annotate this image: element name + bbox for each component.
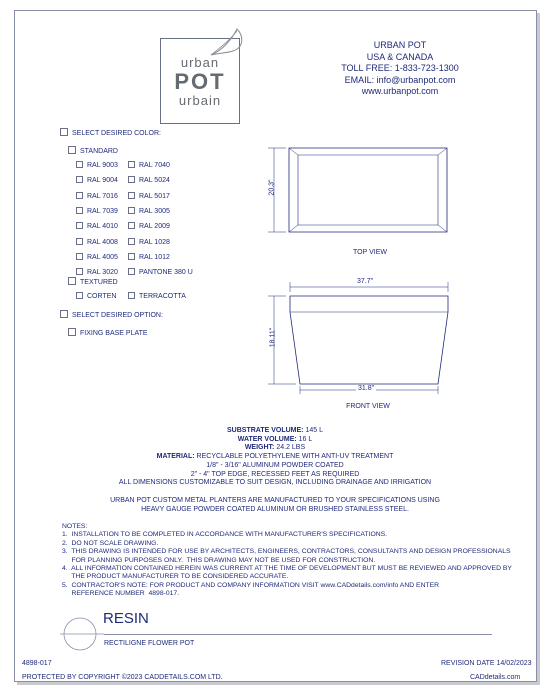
leaf-icon — [207, 25, 253, 57]
option-heading: SELECT DESIRED OPTION: — [60, 310, 163, 319]
top-view-height-label: 20.3" — [268, 179, 276, 196]
color-label: RAL 1028 — [139, 238, 170, 246]
note-line: FOR PLANNING PURPOSES ONLY. THIS DRAWING MAY NOT BE USED FOR CONSTRUCTION. — [62, 556, 376, 564]
note-line: 1. INSTALLATION TO BE COMPLETED IN ACCORDANCE WITH MANUFACTURER'S SPECIFICATIONS. — [62, 531, 388, 539]
color-label: RAL 3005 — [139, 207, 170, 215]
color-option-ral-1028 — [128, 238, 170, 246]
spec-aluminum: 1/8" - 3/16" ALUMINUM POWDER COATED — [206, 461, 344, 469]
spec-customizable: ALL DIMENSIONS CUSTOMIZABLE TO SUIT DESIGN, INCLUDING DRAINAGE AND IRRIGATION — [118, 479, 432, 487]
reference-number: 4898-017 — [22, 660, 52, 667]
color-label: RAL 7040 — [139, 162, 170, 169]
standard-option: STANDARD — [68, 146, 118, 155]
color-option-pantone-380-u — [128, 268, 193, 276]
color-checkbox[interactable] — [76, 268, 83, 275]
water-volume: WATER VOLUME: 16 L — [237, 435, 313, 443]
option-heading-checkbox[interactable] — [60, 310, 68, 318]
note-line: THE PRODUCT MANUFACTURER TO BE CONSIDERED ACCURATE. — [62, 573, 289, 581]
textured-checkbox[interactable] — [68, 277, 76, 285]
color-checkbox[interactable] — [76, 238, 83, 245]
substrate-volume: SUBSTRATE VOLUME: 145 L — [227, 427, 323, 434]
title-block-circle — [58, 614, 106, 654]
specifications — [80, 427, 470, 514]
color-label: PANTONE 380 U — [139, 269, 193, 277]
title-block-title: RESIN — [103, 610, 149, 627]
logo-word-urban: urban — [180, 55, 220, 70]
company-info — [340, 40, 460, 98]
note-line: REFERENCE NUMBER 4898-017. — [62, 590, 180, 598]
spec-top-edge: 2" - 4" TOP EDGE, RECESSED FEET AS REQUIRED — [190, 470, 360, 478]
color-option-ral-7040 — [128, 161, 170, 169]
front-view-top-dimension: 37.7" — [357, 278, 374, 285]
material: MATERIAL: RECYCLABLE POLYETHYLENE WITH ANTI-UV TREATMENT — [156, 453, 394, 461]
color-label: RAL 4008 — [87, 238, 118, 246]
color-label: RAL 5024 — [139, 177, 170, 185]
color-label: RAL 1012 — [139, 253, 170, 261]
color-checkbox[interactable] — [128, 238, 135, 245]
company-tollfree: TOLL FREE: 1-833-723-1300 — [341, 63, 459, 73]
color-label: RAL 4010 — [87, 223, 118, 231]
color-checkbox[interactable] — [76, 192, 83, 199]
color-option-ral-4008 — [76, 238, 118, 246]
notes — [62, 523, 522, 599]
color-checkbox[interactable] — [128, 161, 135, 168]
company-email: EMAIL: info@urbanpot.com — [344, 74, 456, 85]
color-label: RAL 4005 — [87, 253, 118, 261]
note-line: 4. ALL INFORMATION CONTAINED HEREIN WAS CURRENT AT THE TIME OF DEVELOPMENT BUT MUST BE REVIEWED AND APPROVED BY — [62, 565, 512, 573]
corten-checkbox[interactable] — [76, 292, 83, 299]
title-block-subtitle: RECTILIGNE FLOWER POT — [104, 640, 195, 647]
note-line: 5. CONTRACTOR'S NOTE: FOR PRODUCT AND COMPANY INFORMATION VISIT www.CADdetails.com/info AND ENTER — [62, 581, 440, 589]
title-divider — [104, 634, 492, 635]
top-view-drawing — [262, 142, 462, 242]
color-checkbox[interactable] — [76, 176, 83, 183]
color-option-ral-7039 — [76, 207, 118, 215]
color-label: RAL 2009 — [139, 223, 170, 231]
color-checkbox[interactable] — [76, 222, 83, 229]
front-view-label: FRONT VIEW — [346, 403, 390, 410]
color-option-ral-4010 — [76, 222, 118, 230]
color-option-ral-9003 — [76, 161, 118, 169]
standard-checkbox[interactable] — [68, 146, 76, 154]
color-option-ral-9004 — [76, 176, 118, 184]
color-option-ral-7016 — [76, 192, 118, 200]
color-heading: SELECT DESIRED COLOR: — [60, 128, 161, 137]
terracotta-checkbox[interactable] — [128, 292, 135, 299]
caddetails-link[interactable]: CADdetails.com — [470, 674, 521, 681]
color-option-ral-4005 — [76, 253, 118, 261]
color-checkbox[interactable] — [128, 207, 135, 214]
terracotta-option: TERRACOTTA — [128, 292, 186, 300]
top-view-label: TOP VIEW — [353, 249, 387, 256]
color-label: RAL 9003 — [87, 162, 118, 169]
front-view-bottom-dimension: 31.8" — [358, 385, 375, 392]
color-heading-checkbox[interactable] — [60, 128, 68, 136]
logo-word-urbain: urbain — [178, 93, 222, 108]
color-option-ral-3005 — [128, 207, 170, 215]
custom-statement-1: URBAN POT CUSTOM METAL PLANTERS ARE MANUFACTURED TO YOUR SPECIFICATIONS USING — [110, 496, 440, 504]
front-view-height-dimension: 18.11" — [269, 327, 277, 348]
top-view-outer — [289, 148, 447, 232]
color-label: RAL 5017 — [139, 192, 170, 200]
color-label: RAL 3020 — [87, 269, 118, 277]
color-option-ral-5017 — [128, 192, 170, 200]
color-checkbox[interactable] — [128, 253, 135, 260]
front-view-pot-outline — [290, 296, 448, 384]
notes-heading: NOTES: — [62, 523, 88, 530]
color-label: RAL 7016 — [87, 192, 118, 200]
color-checkbox[interactable] — [76, 207, 83, 214]
custom-statement-2: HEAVY GAUGE POWDER COATED ALUMINUM OR BRUSHED STAINLESS STEEL. — [141, 505, 409, 513]
revision-date: REVISION DATE 14/02/2023 — [441, 660, 532, 667]
company-region: USA & CANADA — [366, 51, 434, 62]
notes-list — [62, 531, 522, 598]
color-label: RAL 9004 — [87, 177, 118, 185]
color-label: RAL 7039 — [87, 207, 118, 215]
color-checkbox[interactable] — [128, 222, 135, 229]
company-name: URBAN POT — [373, 40, 427, 50]
color-option-ral-2009 — [128, 222, 170, 230]
color-checkbox[interactable] — [128, 192, 135, 199]
note-line: 3. THIS DRAWING IS INTENDED FOR USE BY ARCHITECTS, ENGINEERS, CONTRACTORS, CONSULTANTS AND DESIGN PROFESSIONALS — [62, 548, 511, 556]
textured-option: TEXTURED — [68, 277, 118, 286]
urban-pot-logo — [160, 38, 240, 124]
color-option-ral-1012 — [128, 253, 170, 261]
corten-option: CORTEN — [76, 292, 116, 300]
color-checkbox[interactable] — [128, 268, 135, 275]
color-checkbox[interactable] — [128, 176, 135, 183]
copyright: PROTECTED BY COPYRIGHT ©2023 CADDETAILS.COM LTD. — [22, 674, 223, 681]
top-view-inner — [298, 155, 438, 225]
company-website[interactable]: www.urbanpot.com — [361, 86, 439, 96]
front-view-drawing — [262, 278, 462, 398]
logo-word-pot: POT — [174, 69, 226, 94]
color-checkbox[interactable] — [76, 253, 83, 260]
note-line: 2. DO NOT SCALE DRAWING. — [62, 539, 159, 547]
color-checkbox[interactable] — [76, 161, 83, 168]
color-option-ral-3020 — [76, 268, 118, 276]
color-option-ral-5024 — [128, 176, 170, 184]
fixing-base-plate-checkbox[interactable] — [68, 328, 76, 336]
weight: WEIGHT: 24.2 LBS — [244, 444, 306, 452]
fixing-base-plate-option: FIXING BASE PLATE — [68, 328, 148, 337]
